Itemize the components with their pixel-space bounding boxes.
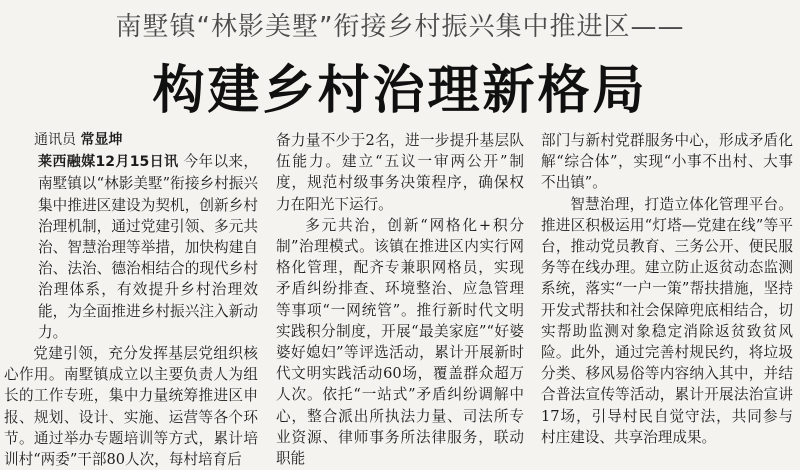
byline-role: 通讯员	[34, 132, 81, 148]
paragraph-continued-1: 备力量不少于2名，进一步提升基层队伍能力。建立“五议一审两公开”制度，规范村级事务决策程序，确保权力在阳光下运行。	[276, 132, 524, 213]
byline	[4, 130, 258, 151]
dateline-source: 莱西融媒12月15日讯	[38, 154, 179, 171]
article-column-2	[276, 130, 524, 468]
paragraph-party-leadership: 党建引领，充分发挥基层党组织核心作用。南墅镇成立以主要负责人为组长的工作专班，集中力量统筹推进区申报、规划、设计、实施、运营等各个环节。通过举办专题培训等方式，累计培训村“两委”干部80人次，每村培育后	[4, 345, 258, 469]
article-column-1	[4, 130, 258, 469]
paragraph-continued-2: 部门与新村党群服务中心，形成矛盾化解“综合体”，实现“小事不出村、大事不出镇”。	[541, 132, 793, 192]
lead-text: 今年以来，南墅镇以“林影美墅”衔接乡村振兴集中推进区建设为契机，创新乡村治理机制，通过党建引领、多元共治、智慧治理等举措，加快构建自治、法治、德治相结合的现代乡村治理体系，有效提升乡村治理效能，为全面推进乡村振兴注入新动力。	[38, 153, 258, 341]
dateline-paragraph	[4, 151, 258, 343]
paragraph-smart-governance: 智慧治理，打造立体化管理平台。推进区积极运用“灯塔—党建在线”等平台，推动党员教育、三务公开、便民服务等在线办理。建立防止返贫动态监测系统，落实“一户一策”帮扶措施，坚持开发式帮扶和社会保障兜底相结合，切实帮助监测对象稳定消除返贫致贫风险。此外，通过完善村规民约，将垃圾分类、移风易俗等内容纳入其中，并结合普法宣传等活动，累计开展法治宣讲17场，引导村民自觉守法，共同参与村庄建设、共享治理成果。	[541, 195, 793, 446]
byline-name: 常显坤	[80, 132, 123, 148]
article-headline: 构建乡村治理新格局	[152, 61, 648, 121]
article-column-3	[541, 130, 793, 446]
article-kicker: 南墅镇“林影美墅”衔接乡村振兴集中推进区——	[115, 12, 685, 42]
paragraph-co-governance: 多元共治，创新“网格化+积分制”治理模式。该镇在推进区内实行网格化管理，配齐专兼职网格员，实现矛盾纠纷排查、环境整治、应急管理等事项“一网统管”。推行新时代文明实践积分制度，开展“最美家庭”“好婆婆好媳妇”等评选活动，累计开展新时代文明实践活动60场，覆盖群众超万人次。依托“一站式”矛盾纠纷调解中心，整合派出所执法力量、司法所专业资源、律师事务所法律服务，联动职能	[276, 216, 524, 468]
